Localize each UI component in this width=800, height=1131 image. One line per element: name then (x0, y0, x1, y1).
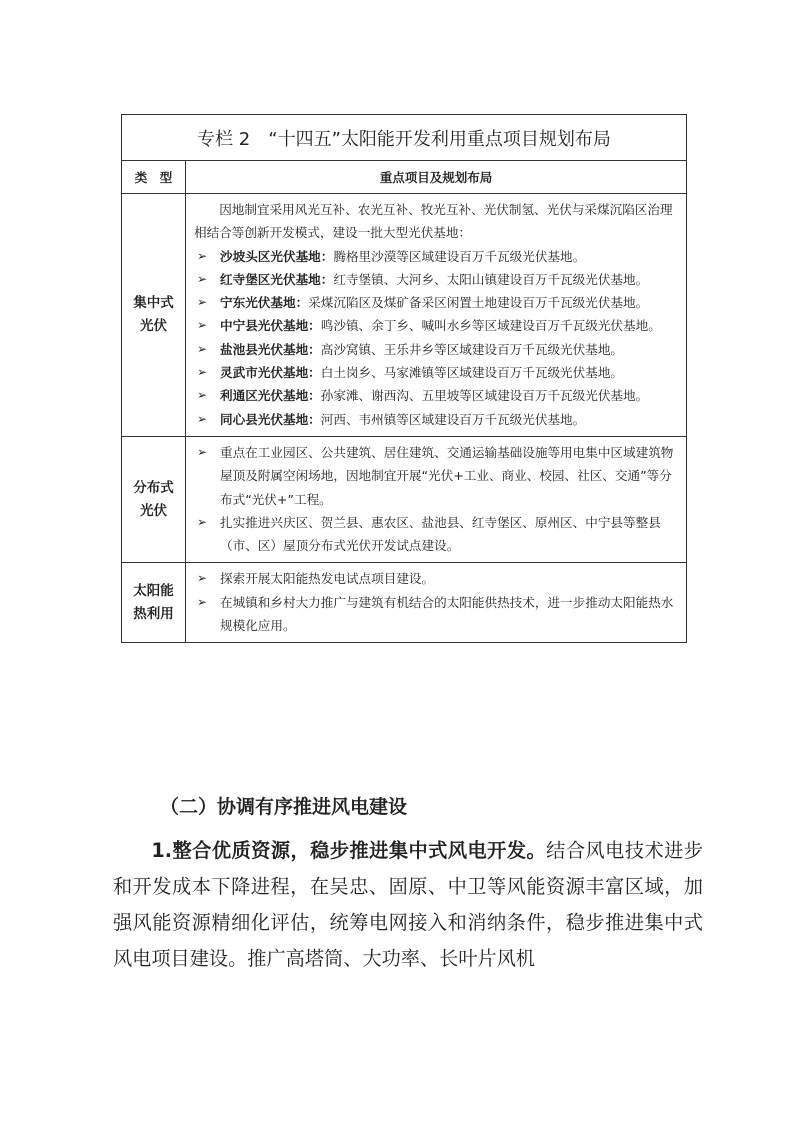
base-desc: 红寺堡镇、大河乡、太阳山镇建设百万千瓦级光伏基地。 (333, 271, 649, 287)
type-label-line2: 光伏 (140, 317, 167, 334)
base-name: 红寺堡区光伏基地： (220, 271, 334, 287)
arrow-bullet-icon: ➢ (197, 388, 208, 403)
base-desc: 高沙窝镇、王乐井乡等区域建设百万千瓦级光伏基地。 (320, 341, 623, 357)
base-desc: 采煤沉陷区及煤矿备采区闲置土地建设百万千瓦级光伏基地。 (308, 295, 649, 311)
item-text: 在城镇和乡村大力推广与建筑有机结合的太阳能供热技术，进一步推动太阳能热水规模化应用。 (220, 594, 674, 634)
table-row (122, 194, 687, 437)
type-label-line1: 集中式 (133, 294, 174, 311)
list-item (194, 291, 678, 314)
base-name: 利通区光伏基地： (220, 388, 321, 404)
base-name: 灵武市光伏基地： (220, 365, 321, 381)
list-item (194, 314, 678, 337)
base-desc: 腾格里沙漠等区域建设百万千瓦级光伏基地。 (333, 248, 586, 264)
intro-text: 因地制宜采用风光互补、农光互补、牧光互补、光伏制氢、光伏与采煤沉陷区治理相结合等创新开发模式，建设一批大型光伏基地： (194, 202, 673, 241)
paragraph-text: 结合风电技术进步和开发成本下降进程，在吴忠、固原、中卫等风能资源丰富区域，加强风能资源精细化评估，统筹电网接入和消纳条件，稳步推进集中式风电项目建设。推广高塔筒、大功率、长叶片风机 (113, 839, 704, 970)
base-desc: 鸣沙镇、余丁乡、喊叫水乡等区域建设百万千瓦级光伏基地。 (320, 318, 661, 334)
table-title: 专栏 2 “十四五”太阳能开发利用重点项目规划布局 (122, 115, 687, 161)
list-item (194, 361, 678, 384)
arrow-bullet-icon: ➢ (197, 514, 208, 529)
item-text: 探索开展太阳能热发电试点项目建设。 (220, 571, 435, 587)
type-cell (122, 194, 186, 437)
type-label-line1: 太阳能 (133, 582, 174, 599)
content-cell (186, 194, 687, 437)
paragraph-lead: 1.整合优质资源，稳步推进集中式风电开发。 (151, 839, 547, 862)
project-layout-table (121, 114, 687, 643)
item-text: 扎实推进兴庆区、贺兰县、惠农区、盐池县、红寺堡区、原州区、中宁县等整县（市、区）屋顶分布式光伏开发试点建设。 (220, 514, 661, 554)
base-desc: 白土岗乡、马家滩镇等区域建设百万千瓦级光伏基地。 (320, 365, 623, 381)
arrow-bullet-icon: ➢ (197, 444, 208, 459)
list-item (194, 384, 678, 407)
arrow-bullet-icon: ➢ (197, 248, 208, 263)
type-label-line1: 分布式 (133, 479, 174, 496)
list-item (194, 511, 678, 558)
table-row (122, 436, 687, 562)
type-label-line2: 光伏 (140, 502, 167, 519)
arrow-bullet-icon: ➢ (197, 295, 208, 310)
arrow-bullet-icon: ➢ (197, 318, 208, 333)
type-label-line2: 热利用 (133, 605, 174, 622)
base-desc: 河西、韦州镇等区域建设百万千瓦级光伏基地。 (320, 411, 586, 427)
list-item (194, 245, 678, 268)
base-name: 盐池县光伏基地： (220, 341, 321, 357)
content-cell (186, 436, 687, 562)
type-cell (122, 436, 186, 562)
base-name: 沙坡头区光伏基地： (220, 248, 334, 264)
list-item (194, 338, 678, 361)
section-heading: （二）协调有序推进风电建设 (160, 796, 408, 818)
arrow-bullet-icon: ➢ (197, 411, 208, 426)
list-item (194, 441, 678, 511)
arrow-bullet-icon: ➢ (197, 341, 208, 356)
body-paragraph (113, 833, 703, 977)
type-cell (122, 563, 186, 643)
list-item (194, 591, 678, 638)
arrow-bullet-icon: ➢ (197, 594, 208, 609)
base-name: 宁东光伏基地： (220, 295, 309, 311)
item-text: 重点在工业园区、公共建筑、居住建筑、交通运输基础设施等用电集中区域建筑物屋顶及附属空闲场地，因地制宜开展“光伏+工业、商业、校园、社区、交通”等分布式“光伏+”工程。 (220, 444, 674, 507)
arrow-bullet-icon: ➢ (197, 365, 208, 380)
list-item (194, 268, 678, 291)
header-projects: 重点项目及规划布局 (186, 161, 687, 194)
arrow-bullet-icon: ➢ (197, 271, 208, 286)
list-item (194, 567, 678, 590)
table-row (122, 563, 687, 643)
arrow-bullet-icon: ➢ (197, 571, 208, 586)
base-name: 同心县光伏基地： (220, 411, 321, 427)
base-desc: 孙家滩、谢西沟、五里坡等区域建设百万千瓦级光伏基地。 (320, 388, 649, 404)
content-cell (186, 563, 687, 643)
base-name: 中宁县光伏基地： (220, 318, 321, 334)
header-type: 类 型 (122, 161, 186, 194)
list-item (194, 408, 678, 431)
